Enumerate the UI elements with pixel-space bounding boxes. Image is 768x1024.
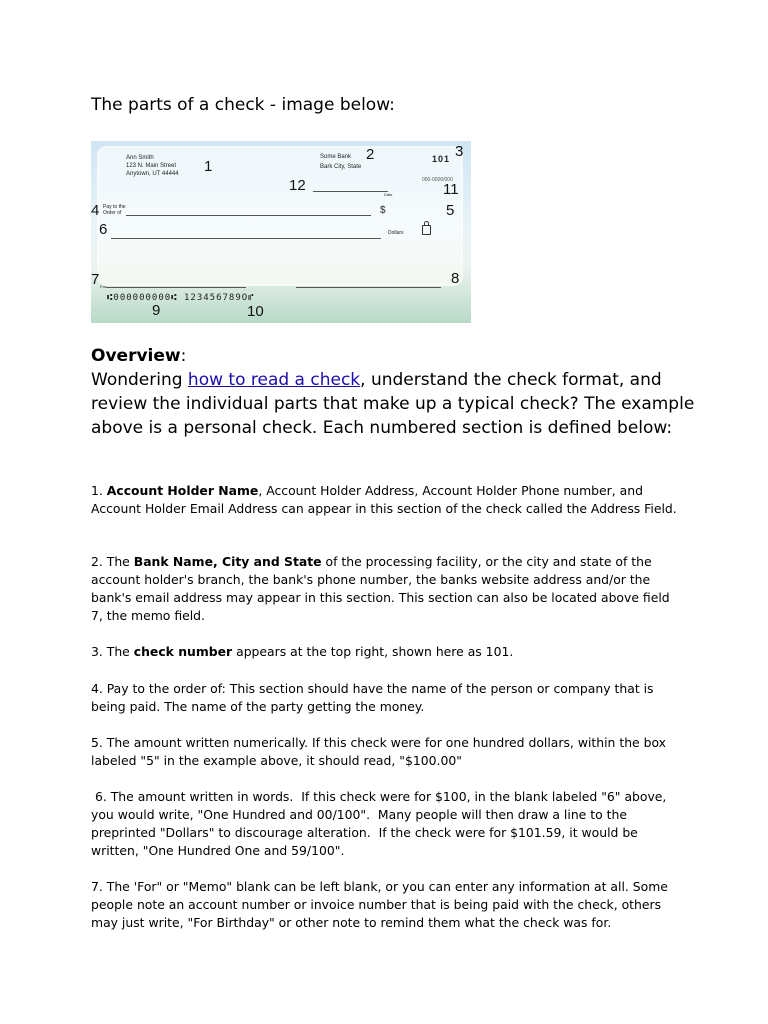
- item-3-pre: 3. The: [91, 644, 134, 659]
- label-10: 10: [247, 303, 264, 320]
- for-label: For: [100, 284, 106, 289]
- item-1-bold: Account Holder Name: [106, 483, 259, 498]
- label-1: 1: [204, 158, 213, 175]
- item-2-post: of the processing facility, or the city and state of the account holder's branch, the bank's phone number, the banks website address and/or the bank's email address may appear in this section. This section can also be located above field 7, the memo field.: [91, 554, 670, 623]
- item-3: [91, 643, 681, 661]
- overview-section: [91, 344, 711, 440]
- label-11: 11: [443, 181, 459, 198]
- label-6: 6: [99, 221, 108, 238]
- holder-street: 123 N. Main Street: [126, 163, 177, 169]
- item-3-post: appears at the top right, shown here as 101.: [232, 644, 514, 659]
- holder-name: Ann Smith: [126, 155, 154, 161]
- routing-fraction: 000-0000/000: [422, 177, 453, 183]
- item-7: 7. The 'For" or "Memo" blank can be left blank, or you can enter any information at all. Some people note an account number or invoice number that is being paid with the check, others may just write, "For Birthday" or other note to remind them what the check was for.: [91, 879, 668, 930]
- label-9: 9: [152, 302, 161, 319]
- payee-line: [126, 215, 371, 216]
- dollars-label: Dollars: [388, 230, 404, 236]
- item-6: 6. The amount written in words. If this check were for $100, in the blank labeled "6" above, you would write, "One Hundred and 00/100". Many people will then draw a line to the preprinted "Dollars" to discourage alteration. If the check were for $101.59, it would be written, "One Hundred One and 59/100".: [91, 789, 671, 858]
- how-to-read-check-link[interactable]: how to read a check: [187, 370, 361, 390]
- overview-text-before: Wondering: [91, 370, 188, 390]
- label-3: 3: [455, 143, 464, 160]
- item-1-post: , Account Holder Address, Account Holder Phone number, and Account Holder Email Address can appear in this section of the check called the Address Field.: [91, 483, 677, 516]
- holder-city: Anytown, UT 44444: [126, 171, 179, 177]
- date-line: [313, 191, 388, 192]
- date-label: Date: [384, 192, 393, 197]
- bank-name: Some Bank: [320, 154, 352, 160]
- overview-title: Overview: [91, 346, 181, 366]
- overview-text-after: , understand the check format, and review the individual parts that make up a typical check? The example above is a personal check. Each numbered section is defined below:: [91, 370, 695, 438]
- micr-line: ⑆000000000⑆ 123456789O⑈: [107, 293, 255, 303]
- page-heading: The parts of a check - image below:: [91, 95, 395, 115]
- item-1: [91, 482, 681, 518]
- label-8: 8: [451, 270, 460, 287]
- item-2: [91, 553, 681, 625]
- label-2: 2: [366, 146, 375, 163]
- check-number: 101: [432, 154, 451, 164]
- overview-colon: :: [180, 346, 187, 366]
- item-2-pre: 2. The: [91, 554, 134, 569]
- memo-line: [106, 287, 246, 288]
- pay-label-1: Pay to the: [103, 204, 126, 210]
- pay-label-2: Order of: [103, 210, 122, 216]
- label-7: 7: [91, 271, 100, 288]
- label-4: 4: [91, 202, 100, 219]
- signature-line: [296, 287, 441, 288]
- check-image: [91, 141, 471, 323]
- dollar-sign: $: [380, 205, 386, 216]
- label-12: 12: [289, 177, 306, 194]
- item-1-pre: 1.: [91, 483, 107, 498]
- item-5: 5. The amount written numerically. If this check were for one hundred dollars, within the box labeled "5" in the example above, it should read, "$100.00": [91, 735, 667, 768]
- label-5: 5: [446, 202, 455, 219]
- lock-icon: [422, 225, 431, 235]
- item-4: 4. Pay to the order of: This section should have the name of the person or company that is being paid. The name of the party getting the money.: [91, 681, 654, 714]
- item-3-bold: check number: [133, 644, 233, 659]
- amount-words-line: [111, 238, 381, 239]
- item-2-bold: Bank Name, City and State: [133, 554, 322, 569]
- bank-city: Bark City, State: [320, 164, 362, 170]
